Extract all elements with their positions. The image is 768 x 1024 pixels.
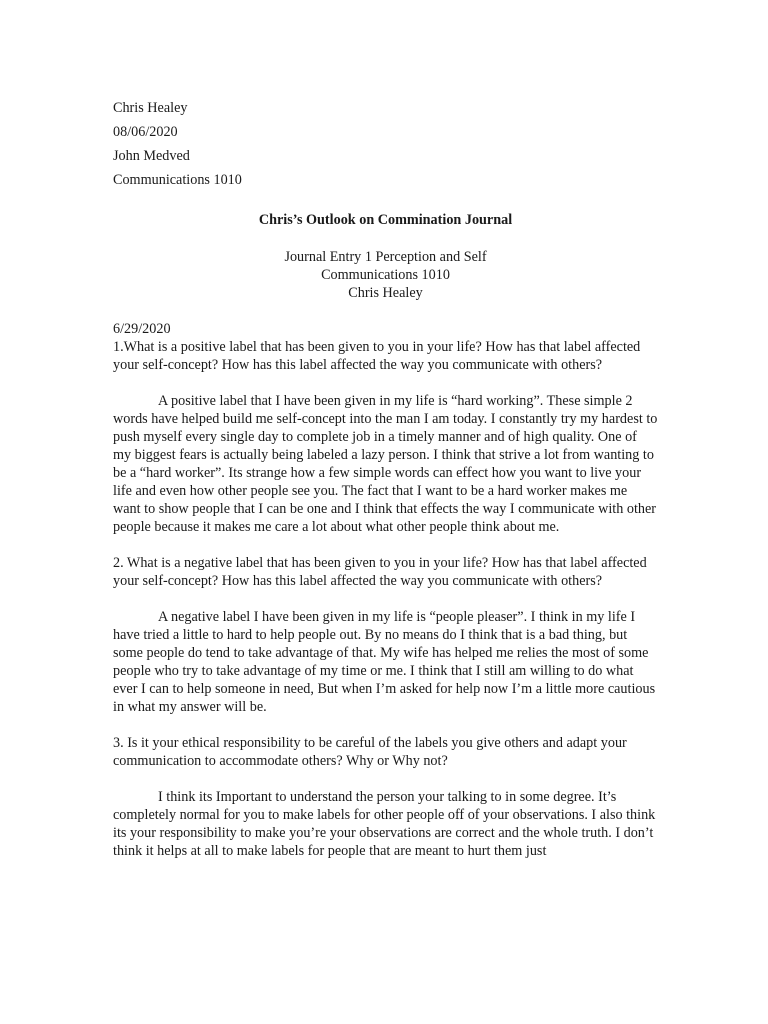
answer-2: A negative label I have been given in my life is “people pleaser”. I think in my life I have tried a little to hard to help people out. By no means do I think that is a bad thing, but some people do tend to take advantage of that. My wife has helped me relies the most of some people who try to take advantage of my time or me. I think that I still am willing to do what ever I can to help someone in need, But when I’m asked for help now I’m a little more cautious in what my answer will be. <box>113 609 656 715</box>
author-name: Chris Healey <box>113 100 188 116</box>
journal-subtitle <box>113 248 658 302</box>
question-3: 3. Is it your ethical responsibility to be careful of the labels you give others and adapt your communication to accommodate others? Why or Why not? <box>113 735 627 769</box>
question-2: 2. What is a negative label that has been given to you in your life? How has that label affected your self-concept? How has this label affected the way you communicate with others? <box>113 555 647 589</box>
instructor-name: John Medved <box>113 148 190 164</box>
subtitle-author: Chris Healey <box>348 285 423 301</box>
question-1: 1.What is a positive label that has been given to you in your life? How has that label affected your self-concept? How has this label affected the way you communicate with others? <box>113 339 641 373</box>
course-name: Communications 1010 <box>113 172 242 188</box>
answer-3: I think its Important to understand the person your talking to in some degree. It’s completely normal for you to make labels for other people off of your observations. I also think its your responsibility to make you’re your observations are correct and the whole truth. I don’t think it helps at all to make labels for people that are meant to hurt them just <box>113 789 656 859</box>
answer-1: A positive label that I have been given in my life is “hard working”. These simple 2 words have helped build me self-concept into the man I am today. I constantly try my hardest to push myself every single day to complete job in a timely manner and of high quality. One of my biggest fears is actually being labeled a lazy person. I think that strive a lot from wanting to be a “hard worker”. Its strange how a few simple words can effect how you want to live your life and even how other people see you. The fact that I want to be a hard worker makes me want to show people that I can be one and I think that effects the way I communicate with other people because it makes me care a lot about what other people think about me. <box>113 393 658 535</box>
subtitle-course: Communications 1010 <box>321 267 450 283</box>
entry-date: 6/29/2020 <box>113 321 171 337</box>
header-date: 08/06/2020 <box>113 124 178 140</box>
document-body <box>113 96 658 860</box>
subtitle-entry: Journal Entry 1 Perception and Self <box>284 249 487 265</box>
document-title: Chris’s Outlook on Commination Journal <box>258 212 513 228</box>
